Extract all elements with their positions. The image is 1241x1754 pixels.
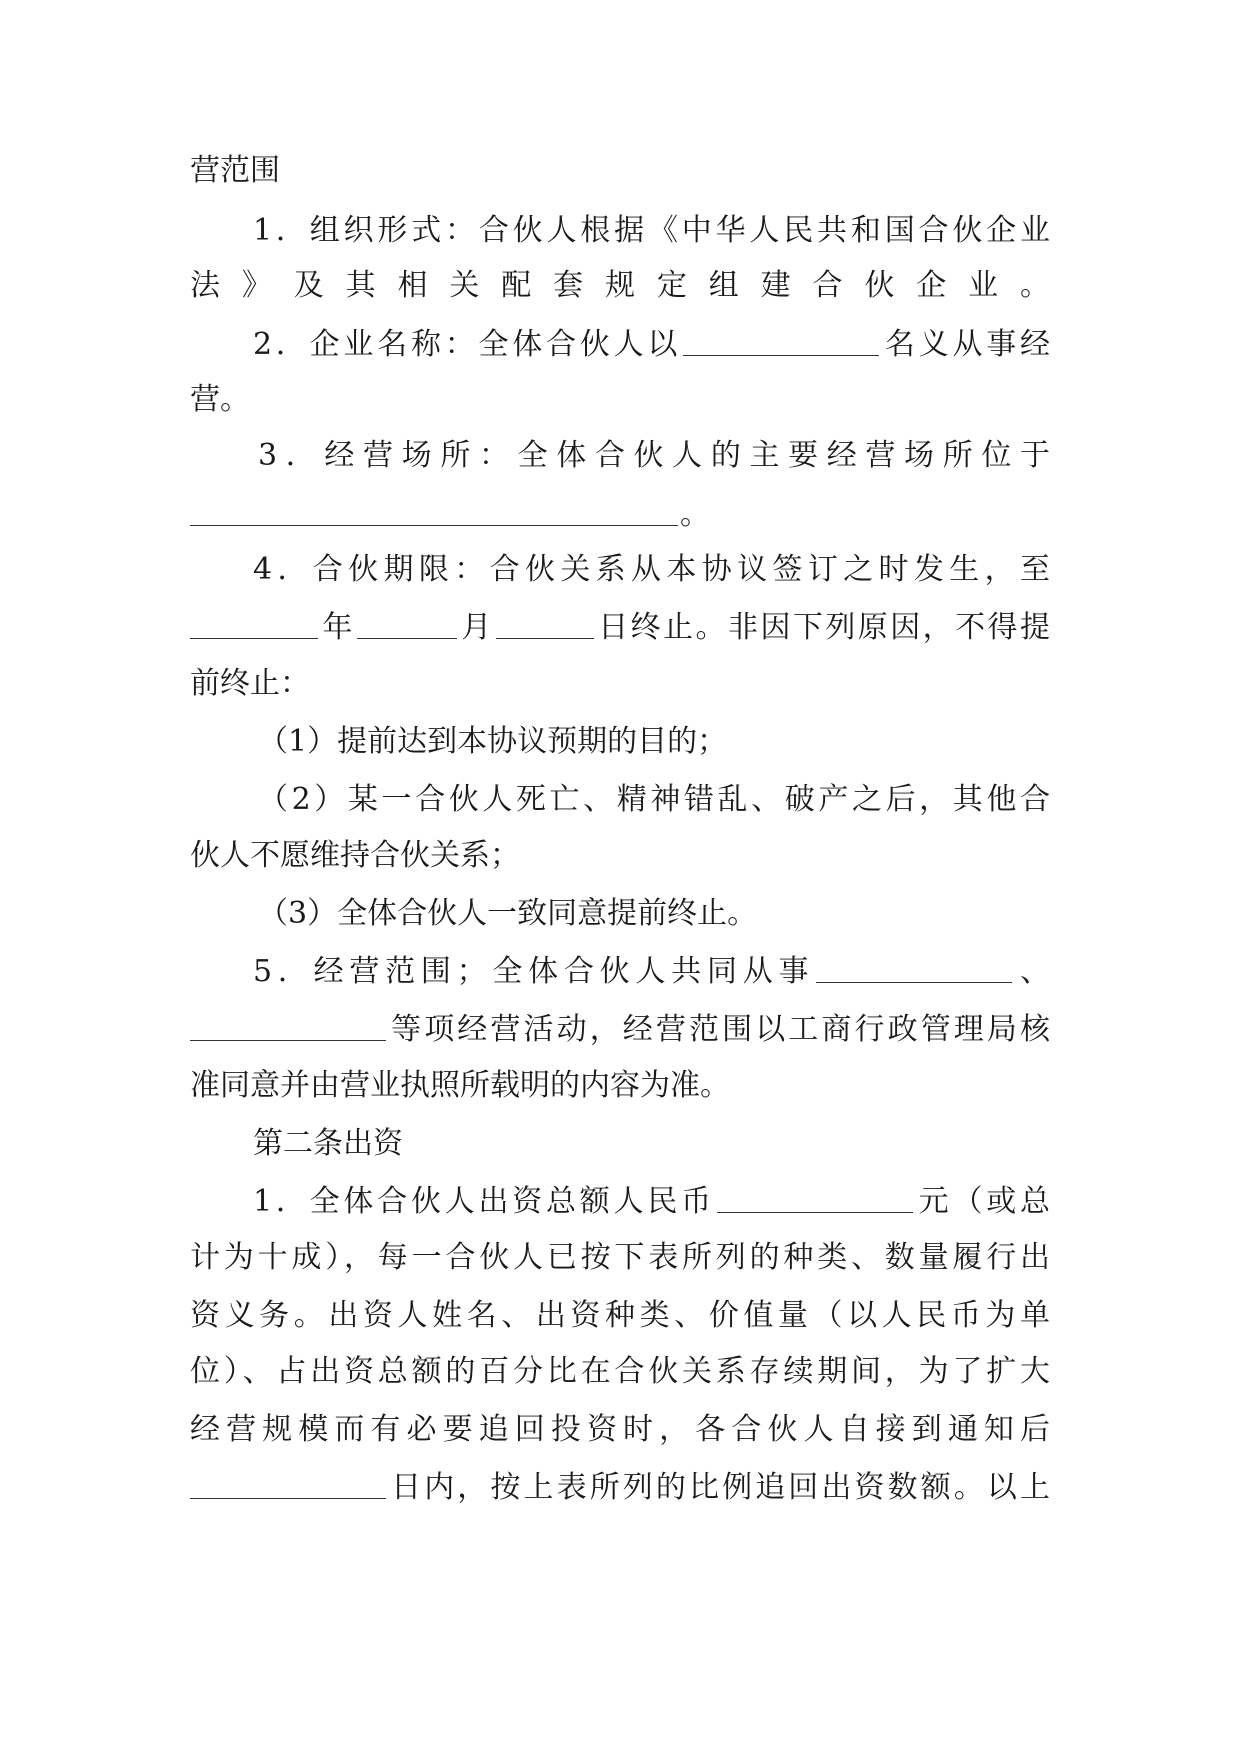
text-line: 5．经营范围；全体合伙人共同从事 、 bbox=[253, 954, 1050, 989]
text-line: （2）某一合伙人死亡、精神错乱、破产之后，其他合 bbox=[258, 782, 1050, 817]
text-line: （3）全体合伙人一致同意提前终止。 bbox=[258, 896, 758, 931]
blank-field bbox=[717, 1182, 913, 1213]
blank-field bbox=[190, 1468, 386, 1499]
blank-field bbox=[683, 325, 879, 356]
text-line: 等项经营活动，经营范围以工商行政管理局核 bbox=[190, 1010, 1050, 1050]
text-line: 日内，按上表所列的比例追回出资数额。以上 bbox=[190, 1468, 1050, 1508]
text-line: 3．经营场所：全体合伙人的主要经营场所位于 bbox=[258, 438, 1050, 473]
section-heading: 第二条出资 bbox=[253, 1126, 403, 1161]
blank-field bbox=[190, 608, 318, 639]
text-line: 4．合伙期限：合伙关系从本协议签订之时发生，至 bbox=[253, 552, 1050, 587]
text-line: 2．企业名称：全体合伙人以 名义从事经 bbox=[253, 327, 1051, 362]
text-line: 经营规模而有必要追回投资时，各合伙人自接到通知后 bbox=[190, 1412, 1050, 1447]
blank-field bbox=[357, 608, 457, 639]
text-line: 1．全体合伙人出资总额人民币 元（或总 bbox=[253, 1184, 1050, 1219]
text-line: 伙人不愿维持合伙关系； bbox=[190, 838, 520, 873]
text-line: （1）提前达到本协议预期的目的； bbox=[258, 724, 728, 759]
text-line: 计为十成），每一合伙人已按下表所列的种类、数量履行出 bbox=[190, 1240, 1050, 1275]
text-line: 前终止： bbox=[190, 666, 310, 701]
text-line: 资义务。出资人姓名、出资种类、价值量（以人民币为单 bbox=[190, 1298, 1050, 1333]
text-line: 营范围 bbox=[190, 153, 280, 188]
text-line: 营。 bbox=[190, 382, 250, 417]
text-line: 1．组织形式：合伙人根据《中华人民共和国合伙企业 bbox=[253, 213, 1050, 248]
text-line: 年 月 日终止。非因下列原因，不得提 bbox=[190, 608, 1050, 648]
blank-field bbox=[190, 1010, 386, 1041]
text-line: 。 bbox=[190, 495, 1050, 535]
text-line: 准同意并由营业执照所载明的内容为准。 bbox=[190, 1068, 730, 1103]
text-line: 法》及其相关配套规定组建合伙企业。 bbox=[190, 268, 1050, 303]
blank-field bbox=[496, 608, 594, 639]
blank-field bbox=[190, 495, 678, 526]
text-line: 位）、占出资总额的百分比在合伙关系存续期间，为了扩大 bbox=[190, 1354, 1050, 1389]
blank-field bbox=[816, 952, 1012, 983]
